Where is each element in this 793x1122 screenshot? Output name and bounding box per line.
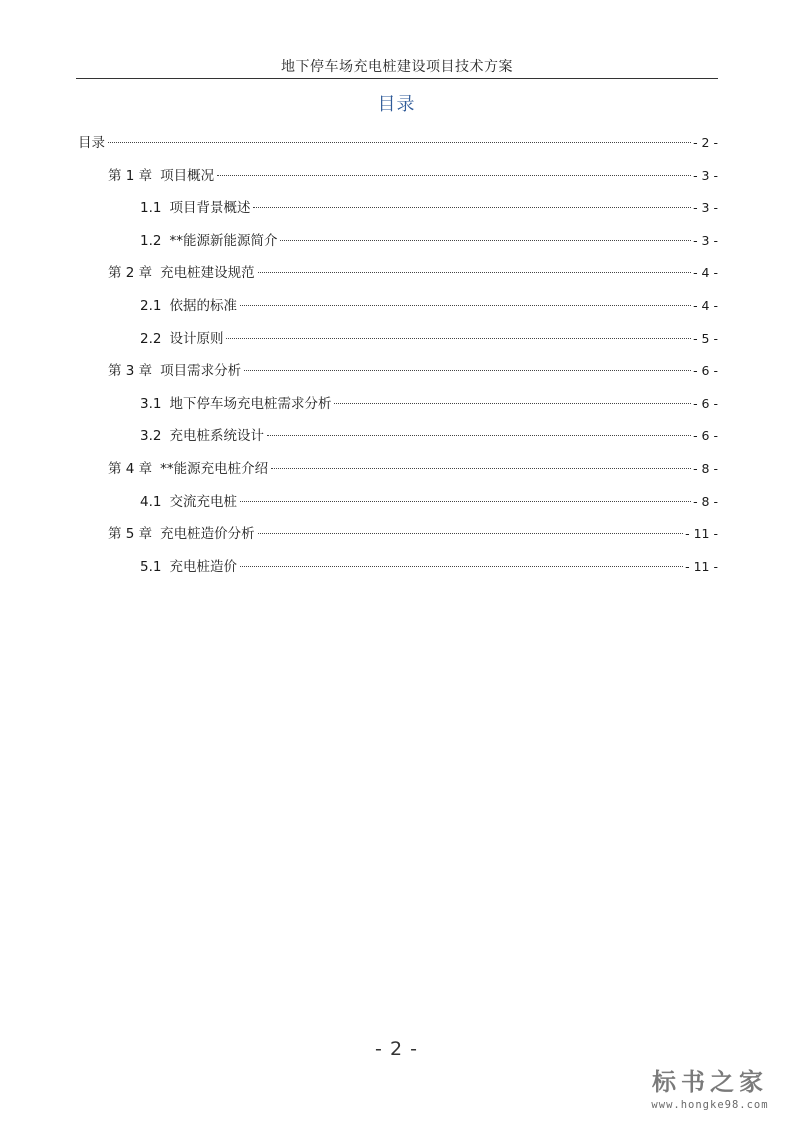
toc-entry-number: 第 5 章: [108, 526, 153, 543]
toc-entry-number: 第 1 章: [108, 167, 153, 184]
toc-entry-page: - 4 -: [693, 298, 718, 313]
toc-entry-number: 1.1: [140, 200, 162, 217]
toc-entry-label: 充电桩造价分析: [160, 526, 255, 543]
watermark-url: www.hongke98.com: [651, 1099, 769, 1111]
toc-entry-page: - 3 -: [693, 232, 718, 248]
toc-entry-number: 5.1: [140, 558, 162, 575]
toc-entry-page: - 6 -: [693, 395, 718, 411]
toc-entry[interactable]: [108, 459, 718, 479]
toc-dot-leader: [258, 272, 691, 273]
toc-entry[interactable]: [140, 296, 718, 316]
watermark-logo: [635, 1066, 785, 1112]
toc-entry[interactable]: [140, 394, 718, 414]
toc-entry-label: 项目背景概述: [169, 200, 251, 217]
toc-entry-label: 充电桩系统设计: [169, 428, 264, 445]
toc-entry-number: 2.2: [140, 330, 162, 347]
toc-entry-number: 1.2: [140, 232, 162, 249]
toc-entry-number: 3.1: [140, 395, 162, 412]
toc-dot-leader: [240, 566, 683, 567]
document-title: 地下停车场充电桩建设项目技术方案: [281, 59, 513, 75]
toc-entry[interactable]: [140, 329, 718, 349]
toc-dot-leader: [258, 533, 683, 534]
toc-entry-number: 第 2 章: [108, 265, 153, 282]
toc-entry[interactable]: [78, 133, 718, 153]
toc-entry-number: 第 3 章: [108, 363, 153, 380]
toc-dot-leader: [334, 403, 691, 404]
toc-entry[interactable]: [108, 166, 718, 186]
toc-entry-number: 第 4 章: [108, 461, 153, 477]
toc-entry-label: 地下停车场充电桩需求分析: [169, 395, 332, 412]
toc-entry[interactable]: [140, 426, 718, 446]
toc-dot-leader: [226, 338, 691, 339]
toc-dot-leader: [253, 207, 691, 208]
toc-entry[interactable]: [140, 557, 718, 577]
toc-entry-label: 项目概况: [160, 167, 215, 184]
toc-dot-leader: [267, 435, 691, 436]
toc-entry-page: - 3 -: [693, 167, 718, 183]
toc-entry-page: - 3 -: [693, 200, 718, 216]
toc-entry-label: 目录: [78, 135, 105, 151]
toc-entry-label: 交流充电桩: [169, 493, 237, 510]
toc-entry-label: **能源新能源简介: [169, 232, 278, 249]
toc-entry-label: 依据的标准: [169, 298, 237, 314]
toc-entry-label: 设计原则: [169, 330, 224, 347]
toc-entry[interactable]: [140, 231, 718, 251]
toc-entry-page: - 8 -: [693, 461, 718, 476]
toc-entry[interactable]: [108, 361, 718, 381]
toc-entry-page: - 11 -: [685, 558, 718, 574]
toc-entry[interactable]: [108, 263, 718, 283]
toc-dot-leader: [280, 240, 691, 241]
toc-entry-number: 2.1: [140, 298, 162, 314]
toc-dot-leader: [217, 175, 691, 176]
toc-entry-label: **能源充电桩介绍: [160, 461, 269, 477]
toc-entry-page: - 4 -: [693, 265, 718, 281]
toc-entry-label: 充电桩建设规范: [160, 265, 255, 282]
header-divider: [76, 78, 718, 79]
toc-dot-leader: [244, 370, 691, 371]
toc-entry-page: - 5 -: [693, 330, 718, 346]
toc-dot-leader: [271, 468, 691, 469]
toc-entry[interactable]: [140, 198, 718, 218]
toc-entry-page: - 6 -: [693, 363, 718, 379]
toc-entry-page: - 2 -: [693, 135, 718, 150]
toc-entry-number: 3.2: [140, 428, 162, 445]
toc-dot-leader: [240, 501, 691, 502]
toc-entry-page: - 11 -: [685, 526, 718, 542]
toc-entry-number: 4.1: [140, 493, 162, 510]
toc-entry[interactable]: [108, 524, 718, 544]
page-number: - 2 -: [375, 1038, 418, 1060]
toc-heading: 目录: [377, 94, 416, 115]
toc-entry[interactable]: [140, 492, 718, 512]
toc-dot-leader: [108, 142, 691, 143]
toc-dot-leader: [240, 305, 691, 306]
toc-entry-label: 充电桩造价: [169, 558, 237, 575]
toc-entry-page: - 8 -: [693, 493, 718, 509]
watermark-brand: 标书之家: [652, 1068, 768, 1096]
toc-entry-page: - 6 -: [693, 428, 718, 444]
toc-entry-label: 项目需求分析: [160, 363, 242, 380]
